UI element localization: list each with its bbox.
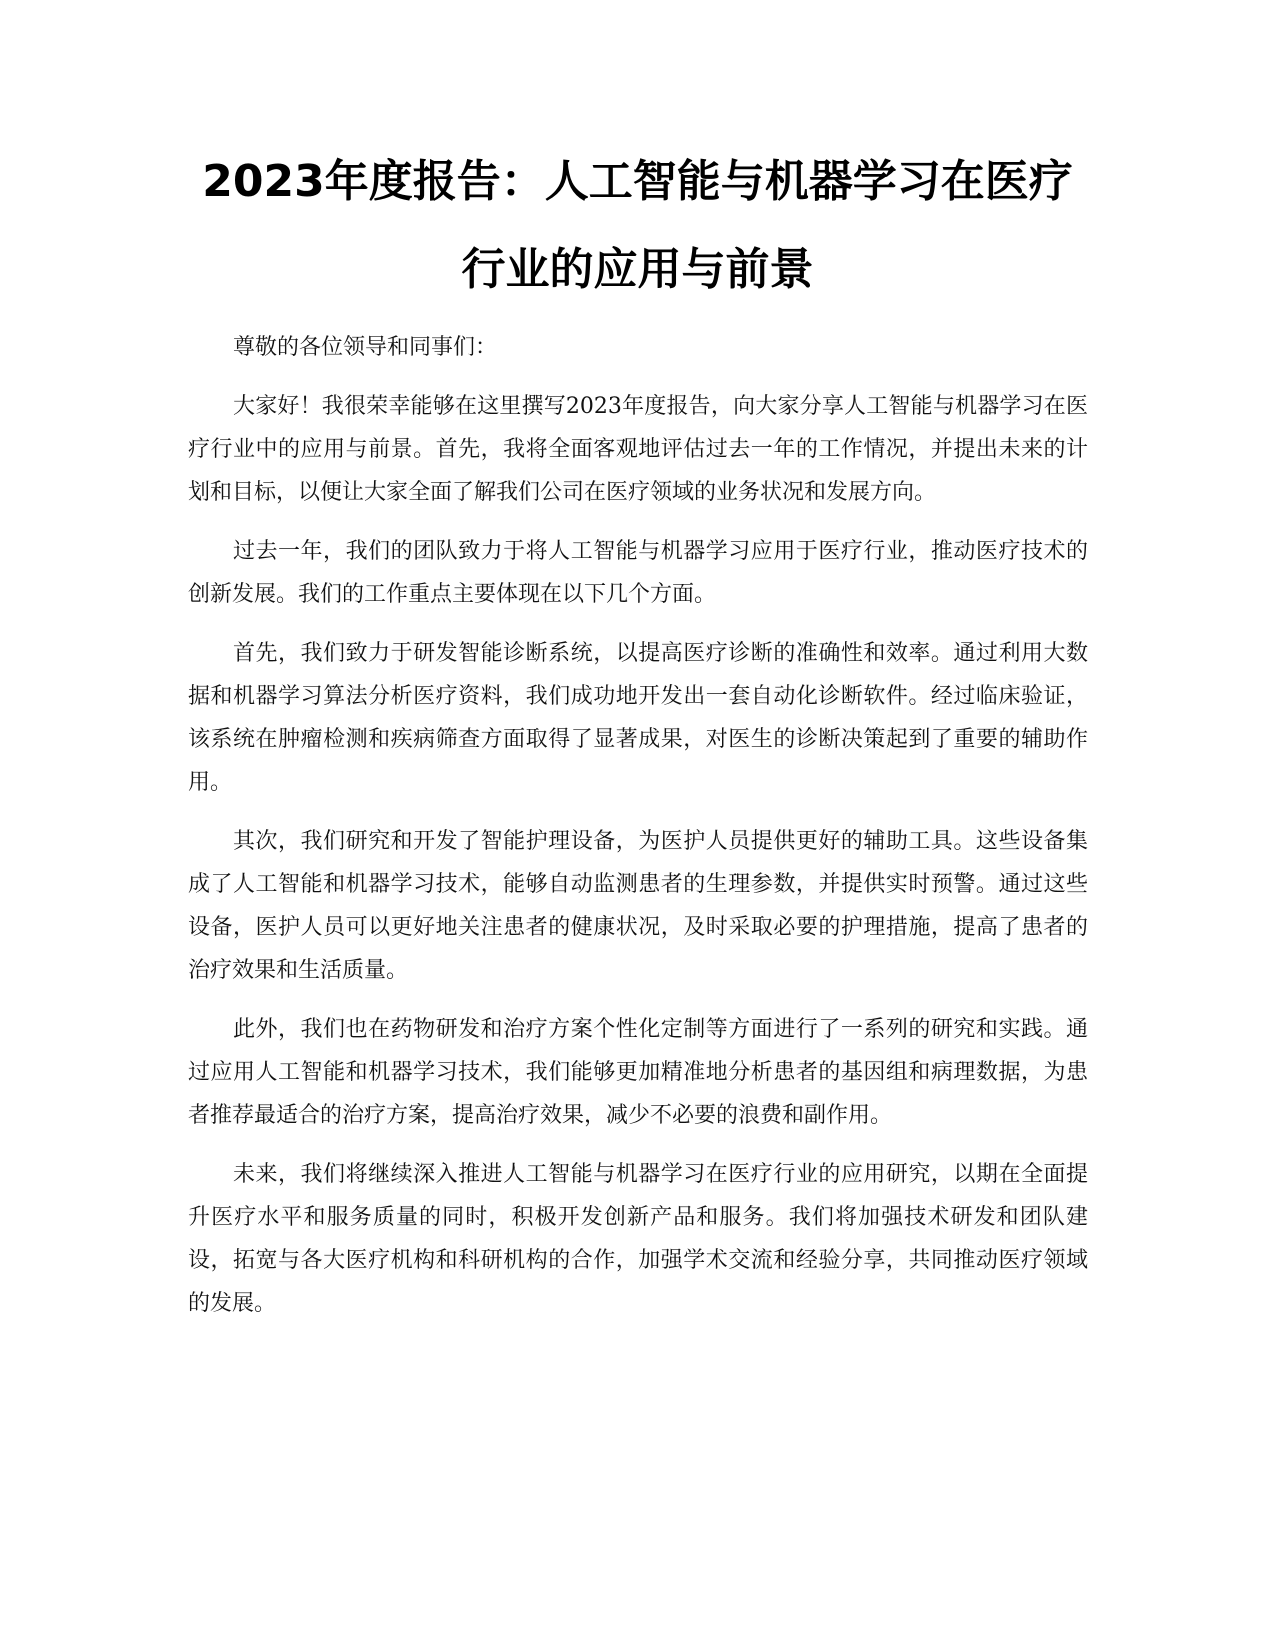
document-body	[188, 326, 1088, 1341]
diagnosis-paragraph: 首先，我们致力于研发智能诊断系统，以提高医疗诊断的准确性和效率。通过利用大数据和机器学习算法分析医疗资料，我们成功地开发出一套自动化诊断软件。经过临床验证，该系统在肿瘤检测和疾病筛查方面取得了显著成果，对医生的诊断决策起到了重要的辅助作用。	[188, 641, 1088, 795]
title-line-2: 行业的应用与前景	[461, 244, 814, 295]
intro-paragraph: 大家好！我很荣幸能够在这里撰写2023年度报告，向大家分享人工智能与机器学习在医疗行业中的应用与前景。首先，我将全面客观地评估过去一年的工作情况，并提出未来的计划和目标，以便让大家全面了解我们公司在医疗领域的业务状况和发展方向。	[188, 394, 1088, 505]
past-year-paragraph: 过去一年，我们的团队致力于将人工智能与机器学习应用于医疗行业，推动医疗技术的创新发展。我们的工作重点主要体现在以下几个方面。	[188, 539, 1088, 607]
drug-research-paragraph: 此外，我们也在药物研发和治疗方案个性化定制等方面进行了一系列的研究和实践。通过应用人工智能和机器学习技术，我们能够更加精准地分析患者的基因组和病理数据，为患者推荐最适合的治疗方案，提高治疗效果，减少不必要的浪费和副作用。	[188, 1017, 1088, 1128]
nursing-paragraph: 其次，我们研究和开发了智能护理设备，为医护人员提供更好的辅助工具。这些设备集成了人工智能和机器学习技术，能够自动监测患者的生理参数，并提供实时预警。通过这些设备，医护人员可以更好地关注患者的健康状况，及时采取必要的护理措施，提高了患者的治疗效果和生活质量。	[188, 829, 1088, 983]
future-paragraph: 未来，我们将继续深入推进人工智能与机器学习在医疗行业的应用研究，以期在全面提升医疗水平和服务质量的同时，积极开发创新产品和服务。我们将加强技术研发和团队建设，拓宽与各大医疗机构和科研机构的合作，加强学术交流和经验分享，共同推动医疗领域的发展。	[188, 1162, 1088, 1316]
salutation-paragraph: 尊敬的各位领导和同事们：	[233, 335, 498, 360]
title-line-1: 2023年度报告：人工智能与机器学习在医疗	[202, 156, 1073, 207]
document-title	[180, 138, 1095, 314]
